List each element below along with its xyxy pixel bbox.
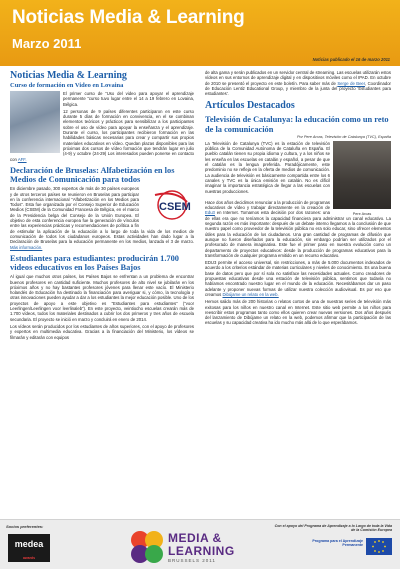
feature-body-4: Hemos salido más de 200 historias o relatos cortos de una de nuestras series de televisión más exitosas para los niños en nuestro canal en Internet. Este sitio web permite a los niños para reescribir estos programas tanto como ellos quieren crear nuevas versiones. Dos años después del lanzamiento de Dibújame un relato en la web, podemos afirmar que la participación de las escuelas y su capacidad creativa ha ido mucho más allá de lo que esperábamos. bbox=[205, 299, 391, 326]
right-column bbox=[205, 70, 391, 516]
more-info-link[interactable]: Más información. bbox=[10, 244, 43, 250]
feature-body-3-text: EDU3 permite el acceso universal, sin restricciones, a más de 5.000 documentos indexados de acuerdo a los criterios estándar de materias curriculares y niveles de conocimiento. Es una buena base de datos pero que por sí sola no satisface las necesidades actuales. Como creadores de propuestas educativas desde una estación de televisión pública, sentimos que todavía no habíamos encontrado nuestro lugar en el mundo de la educación. Necesitábamos dar un paso adelante y proponer nuevas formas de utilizar nuestra colección audiovisual. Es por eso que creamos bbox=[205, 260, 391, 297]
partners-label: Socios preferentes: bbox=[6, 524, 44, 529]
newsletter-title: Noticias Media & Learning bbox=[12, 7, 245, 28]
media-learning-logo bbox=[128, 526, 258, 566]
feature-title: Televisión de Catalunya: la educación como un reto de la comunicación bbox=[205, 115, 389, 134]
article1-subtitle: Curso de formación en Video en Lovaina bbox=[10, 82, 124, 89]
aff-link[interactable]: AFF. bbox=[17, 156, 27, 162]
media-learning-mark-icon bbox=[128, 528, 166, 566]
media-learning-line1: MEDIA & bbox=[168, 531, 222, 545]
eu-flag-icon bbox=[366, 538, 392, 555]
left-column bbox=[10, 70, 194, 516]
csem-logo bbox=[142, 186, 194, 224]
article3-body-2: Los vídeos serán producidos por los estudiantes de años superiores, con el apoyo de profesores y expertos en multimedia educativa. Gracias a la financiación del Ministerio, los vídeos se filmarán y editarán con equipos bbox=[10, 323, 194, 340]
csem-logo-graphic bbox=[145, 188, 191, 222]
article2-title: Declaración de Bruselas: Alfabetización en los Medios de Comunicación para todos bbox=[10, 165, 175, 185]
footer bbox=[0, 519, 400, 569]
article1-intro: El primer curso de “Uso del video para apoyar el aprendizaje permanente ”curso tuvo lugar entre el 14 a 19 febrero en Lovaina, Bélgica. bbox=[63, 91, 194, 107]
article1-body-text: 12 personas de 9 países diferentes participaron en este curso durante 5 días de formación en convivencia, en el se combinan elementos teóricos y prácticos para sensibilizar a los participantes sobre el uso de vídeo para apoyar la enseñanza y el aprendizaje. Durante el curso, los participantes recibieron formación en las habilidades básicas necesarias para crear y compartir sus propios materiales educativos en vídeo. Quedan plazas disponibles para las próximas dos cursos de vídeo formación que tendrán lugar en julio (4-9) y octubre (24-29) Los interesados pueden ponerse en contacto con bbox=[10, 108, 194, 162]
article2-body-text: En diciembre pasado, 300 expertos de más de 30 países europeos y de otros terceros países se reunieron en Bruselas para participar en la conferencia internacional “Alfabetización en los Medios para Todos”. Esta fue organizada por el Consejo Superior de Educación Medios (CSEM) de la Comunidad Francesa de Bélgica, en el marco de la Presidencia belga del Consejo de la Unión Europea. El objetivo de esta conferencia europea fue la generación de vínculos entre las experiencias prácticas y recomendaciones de política a fin de estimular la aplicación de la educación a lo largo de toda la vida de los medios de comunicación de todos los ciudadanos europeos. Estas actividades han dado lugar a la Declaración de Bruselas para la educación permanente en los medios, lanzada el 3 de marzo. bbox=[10, 186, 194, 245]
medea-awards-logo bbox=[8, 534, 50, 562]
media-learning-line3: BRUSSELS 2011 bbox=[168, 558, 216, 563]
article3-continuation-text: de alta gama y serán publicados en un servidor central de streaming. Las escuelas utilizarán estos vídeos en sus entornos de aprendizaje digital y en dispositivos móviles como el IPAD. En octubre de 2010 se presentó el proyecto en este boletín. Para saber más de bbox=[205, 70, 391, 86]
eu-support-text: Con el apoyo del Programa de Aprendizaje a lo Largo de toda la Vida de la Comisión Europea bbox=[274, 524, 392, 533]
feature-byline: Por Pere Arcas, Televisión de Catalunya (TVC), España bbox=[296, 134, 391, 139]
feature-body-2-tail: en Internet. Tomamos esta decisión por dos razones: una de ellas era que no teníamos la capacidad financiera para administrar un canal educativo. La segunda razón es más importante: después de un debate interno llegamos a la conclusión de que nuestro papel como proveedor de la televisión pública no era solo educar, sino ofrecer elementos útiles para la educación de los ciudadanos. Una gran cantidad de programas de difusión que aunque no fueron diseñados para la educación, sin embargo podrían ser utilizados por el profesorado de manera imaginativa. Este fue el primer paso en nuestra evolución como un departamento de proyectos educativos: desde la producción de programas educativos para la transformación de cualquier programa emitido en un recurso educativo. bbox=[205, 210, 391, 258]
article3-continuation-tail: , Coordinador de Educación Lentiz Educational Group, y miembro de la junta del proyecto 'Estudiantes para estudiantes'. bbox=[205, 80, 391, 97]
newsletter-header bbox=[0, 0, 400, 66]
feature-body-1: La Televisión de Catalunya (TVC) es la estación de televisión pública de la Comunidad Autónoma de Cataluña en España. El pueblo catalán tienen su propia idioma y cultura, y a los niños se les enseña en las escuelas en catalán y español, a pesar de que el catalán es la lengua preferida. Paradójicamente, este predominio no se refleja en la oferta de medios de comunicación. La audiencia de televisión es básicamente compartida entre los 6 canales y TVC es la única emisión en catalán. No es difícil imaginar la importancia estratégica de llegar a las escuelas con nuestras producciones. bbox=[205, 140, 330, 194]
article3-body-1: Al igual que muchos otros países, los Países Bajos se enfrentan a un problema de encontrar buenos profesores en cantidad suficiente. Muchos profesores de alto nivel se jubilarán en los próximos años y no hay bastantes profesores jóvenes para llenar este vacío. El Ministerio holandés de Educación ha destinado la financiación para averiguar si, y cómo, la tecnología y otras innovaciones pueden ayudar a dar a los estudiantes la mejor educación posible. Uno de los proyectos de apoyo a este objetivo es “Estudiantes para estudiantes” (“voor Leerlingen/Leerlingen voor leerlinaleb”). En este proyecto, veintiocho escuelas crearán más de 1.700 vídeos, todos los materiales destinados a cubrir los dos primeros y tres años de escuela secundaria. El proyecto se inició en marzo y concluirá en enero de 2014. bbox=[10, 274, 194, 322]
media-learning-line2: LEARNING bbox=[168, 544, 235, 558]
article1-title: Noticias Media & Learning bbox=[10, 70, 127, 81]
issue-date: Marzo 2011 bbox=[12, 36, 82, 51]
medea-logo-subtext: awards bbox=[22, 556, 36, 560]
featured-articles-heading: Artículos Destacados bbox=[205, 100, 295, 112]
dibujame-link[interactable]: Dibújame un relato en la web. bbox=[222, 291, 279, 297]
feature-body-3 bbox=[205, 260, 391, 297]
article3-continuation bbox=[205, 70, 391, 96]
eu-stars-icon bbox=[366, 538, 392, 555]
edu3-link[interactable]: Edu3 bbox=[205, 210, 215, 216]
lifelong-programme-text: Programa para el Aprendizaje Permanente bbox=[312, 539, 363, 548]
feature-body-2-text: Hace dos años decidimos renunciar a la producción de programas educativos de vídeo y trabajar directamente en la creación de bbox=[205, 199, 330, 211]
csem-logo-text: CSEM bbox=[159, 201, 191, 214]
article3-title: Estudiantes para estudiantes: producirán 1.700 videos educativos en los Países Bajos bbox=[10, 253, 179, 273]
photo-caption: Pere Arcas bbox=[352, 211, 372, 216]
published-note: Noticias publicado el 16 de marzo 2011 bbox=[312, 57, 390, 62]
serge-de-beer-link[interactable]: Serge de Beer bbox=[337, 80, 365, 86]
pere-arcas-photo bbox=[333, 141, 391, 216]
medea-logo-text: medea bbox=[14, 539, 44, 549]
video-course-photo bbox=[10, 91, 60, 153]
